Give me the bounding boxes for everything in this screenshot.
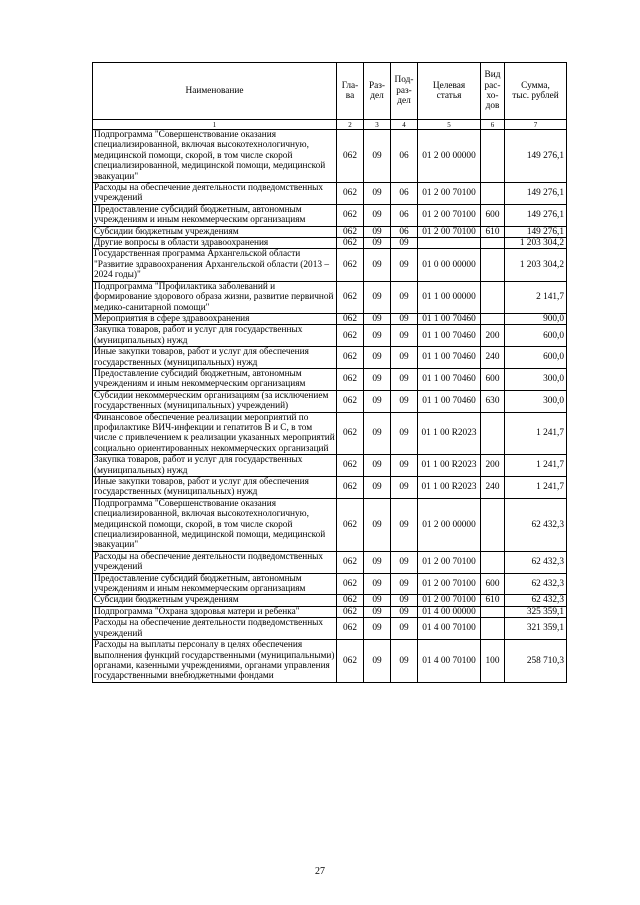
cell-razdel: 09 — [364, 640, 391, 683]
cell-glava: 062 — [337, 249, 364, 281]
cell-name: Расходы на выплаты персоналу в целях обеспечения выполнения функций государственными (муниципальными) органами, казенными учреждениями, органами управления государственными внебюджетными фондами — [93, 640, 337, 683]
cell-sum: 62 432,3 — [505, 595, 567, 606]
cell-glava: 062 — [337, 204, 364, 226]
cell-sum: 2 141,7 — [505, 281, 567, 313]
cell-sum: 62 432,3 — [505, 573, 567, 595]
cell-podrazdel: 06 — [391, 130, 418, 183]
cell-vid — [481, 606, 505, 617]
cell-target: 01 2 00 70100 — [418, 226, 481, 237]
header-target — [418, 63, 481, 120]
cell-target — [418, 238, 481, 249]
table-row — [93, 573, 567, 595]
header-vid-label: Вид рас- хо- дов — [484, 70, 501, 112]
cell-glava: 062 — [337, 226, 364, 237]
cell-sum: 1 241,7 — [505, 477, 567, 499]
column-number: 3 — [364, 120, 391, 130]
cell-sum: 321 359,1 — [505, 618, 567, 640]
cell-razdel: 09 — [364, 238, 391, 249]
column-number: 1 — [93, 120, 337, 130]
cell-sum: 600,0 — [505, 347, 567, 369]
cell-glava: 062 — [337, 183, 364, 205]
cell-glava: 062 — [337, 130, 364, 183]
cell-target: 01 1 00 70460 — [418, 347, 481, 369]
header-name-label: Наименование — [185, 85, 244, 96]
cell-vid: 240 — [481, 347, 505, 369]
table-row — [93, 347, 567, 369]
header-razdel — [364, 63, 391, 120]
cell-sum: 300,0 — [505, 368, 567, 390]
cell-name: Закупка товаров, работ и услуг для государственных (муниципальных) нужд — [93, 455, 337, 477]
cell-glava: 062 — [337, 595, 364, 606]
cell-podrazdel: 09 — [391, 249, 418, 281]
cell-podrazdel: 09 — [391, 368, 418, 390]
cell-name: Предоставление субсидий бюджетным, автономным учреждениям и иным некоммерческим организациям — [93, 573, 337, 595]
cell-glava: 062 — [337, 551, 364, 573]
table-row — [93, 595, 567, 606]
header-glava-label: Гла- ва — [341, 80, 359, 101]
cell-razdel: 09 — [364, 477, 391, 499]
cell-razdel: 09 — [364, 595, 391, 606]
cell-glava: 062 — [337, 606, 364, 617]
cell-name: Мероприятия в сфере здравоохранения — [93, 313, 337, 324]
cell-podrazdel: 06 — [391, 226, 418, 237]
cell-vid — [481, 412, 505, 455]
cell-vid — [481, 281, 505, 313]
cell-podrazdel: 09 — [391, 390, 418, 412]
budget-table — [92, 62, 567, 683]
cell-podrazdel: 09 — [391, 618, 418, 640]
cell-vid: 600 — [481, 573, 505, 595]
cell-name: Подпрограмма "Совершенствование оказания специализированной, включая высокотехнологичную, медицинской помощи, скорой, в том числе скорой специализированной, медицинской помощи, медицинской эвакуации" — [93, 130, 337, 183]
cell-name: Расходы на обеспечение деятельности подведомственных учреждений — [93, 551, 337, 573]
header-podrazdel-label: Под- раз- дел — [394, 75, 414, 107]
table-row — [93, 238, 567, 249]
cell-target: 01 1 00 70460 — [418, 325, 481, 347]
table-row — [93, 618, 567, 640]
cell-target: 01 2 00 70100 — [418, 595, 481, 606]
header-name — [93, 63, 337, 120]
cell-podrazdel: 09 — [391, 595, 418, 606]
table-row — [93, 477, 567, 499]
column-number: 5 — [418, 120, 481, 130]
cell-podrazdel: 06 — [391, 183, 418, 205]
column-number: 7 — [505, 120, 567, 130]
cell-razdel: 09 — [364, 249, 391, 281]
cell-podrazdel: 09 — [391, 551, 418, 573]
cell-name: Расходы на обеспечение деятельности подведомственных учреждений — [93, 183, 337, 205]
cell-sum: 325 359,1 — [505, 606, 567, 617]
table-row — [93, 640, 567, 683]
cell-razdel: 09 — [364, 455, 391, 477]
cell-podrazdel: 09 — [391, 573, 418, 595]
cell-name: Подпрограмма "Совершенствование оказания специализированной, включая высокотехнологичную, медицинской помощи, скорой, в том числе скорой специализированной, медицинской помощи, медицинской эвакуации" — [93, 498, 337, 551]
cell-target: 01 1 00 70460 — [418, 368, 481, 390]
table-row — [93, 412, 567, 455]
cell-vid — [481, 551, 505, 573]
table-row — [93, 606, 567, 617]
table-row — [93, 204, 567, 226]
cell-vid: 610 — [481, 226, 505, 237]
cell-sum: 1 203 304,2 — [505, 249, 567, 281]
cell-vid — [481, 130, 505, 183]
cell-glava: 062 — [337, 390, 364, 412]
cell-razdel: 09 — [364, 606, 391, 617]
cell-name: Закупка товаров, работ и услуг для государственных (муниципальных) нужд — [93, 325, 337, 347]
header-vid — [481, 63, 505, 120]
table-row — [93, 368, 567, 390]
cell-razdel: 09 — [364, 226, 391, 237]
cell-podrazdel: 09 — [391, 325, 418, 347]
cell-name: Предоставление субсидий бюджетным, автономным учреждениям и иным некоммерческим организациям — [93, 368, 337, 390]
cell-vid — [481, 498, 505, 551]
table-body — [93, 130, 567, 683]
cell-sum: 149 276,1 — [505, 204, 567, 226]
cell-razdel: 09 — [364, 573, 391, 595]
cell-target: 01 1 00 R2023 — [418, 455, 481, 477]
cell-vid — [481, 313, 505, 324]
cell-glava: 062 — [337, 347, 364, 369]
cell-sum: 258 710,3 — [505, 640, 567, 683]
cell-target: 01 2 00 70100 — [418, 551, 481, 573]
cell-podrazdel: 06 — [391, 204, 418, 226]
cell-podrazdel: 09 — [391, 498, 418, 551]
column-number: 4 — [391, 120, 418, 130]
cell-sum: 1 241,7 — [505, 455, 567, 477]
cell-sum: 62 432,3 — [505, 551, 567, 573]
cell-razdel: 09 — [364, 281, 391, 313]
cell-glava: 062 — [337, 455, 364, 477]
cell-target: 01 1 00 70460 — [418, 390, 481, 412]
cell-name: Расходы на обеспечение деятельности подведомственных учреждений — [93, 618, 337, 640]
header-sum-label: Сумма, тыс. рублей — [512, 80, 559, 101]
page-number: 27 — [315, 866, 325, 877]
cell-target: 01 1 00 00000 — [418, 281, 481, 313]
cell-sum: 149 276,1 — [505, 130, 567, 183]
cell-sum: 149 276,1 — [505, 183, 567, 205]
cell-name: Иные закупки товаров, работ и услуг для обеспечения государственных (муниципальных) нужд — [93, 347, 337, 369]
cell-glava: 062 — [337, 498, 364, 551]
cell-glava: 062 — [337, 412, 364, 455]
table-row — [93, 226, 567, 237]
cell-sum: 900,0 — [505, 313, 567, 324]
cell-razdel: 09 — [364, 183, 391, 205]
table-row — [93, 325, 567, 347]
cell-razdel: 09 — [364, 325, 391, 347]
cell-vid — [481, 249, 505, 281]
cell-sum: 1 241,7 — [505, 412, 567, 455]
cell-target: 01 2 00 00000 — [418, 498, 481, 551]
cell-glava: 062 — [337, 313, 364, 324]
header-podrazdel — [391, 63, 418, 120]
cell-name: Другие вопросы в области здравоохранения — [93, 238, 337, 249]
cell-podrazdel: 09 — [391, 606, 418, 617]
header-target-label: Целевая статья — [432, 80, 466, 101]
cell-podrazdel: 09 — [391, 640, 418, 683]
cell-vid — [481, 618, 505, 640]
cell-name: Подпрограмма "Охрана здоровья матери и ребенка" — [93, 606, 337, 617]
cell-target: 01 2 00 70100 — [418, 204, 481, 226]
table-row — [93, 281, 567, 313]
cell-target: 01 1 00 R2023 — [418, 477, 481, 499]
cell-podrazdel: 09 — [391, 347, 418, 369]
cell-target: 01 1 00 70460 — [418, 313, 481, 324]
column-number: 6 — [481, 120, 505, 130]
cell-vid: 100 — [481, 640, 505, 683]
cell-target: 01 4 00 00000 — [418, 606, 481, 617]
table-row — [93, 249, 567, 281]
cell-podrazdel: 09 — [391, 455, 418, 477]
table-row — [93, 390, 567, 412]
cell-target: 01 2 00 70100 — [418, 183, 481, 205]
header-row — [93, 63, 567, 120]
cell-name: Предоставление субсидий бюджетным, автономным учреждениям и иным некоммерческим организациям — [93, 204, 337, 226]
cell-razdel: 09 — [364, 412, 391, 455]
column-number: 2 — [337, 120, 364, 130]
table-row — [93, 455, 567, 477]
cell-podrazdel: 09 — [391, 412, 418, 455]
cell-razdel: 09 — [364, 368, 391, 390]
cell-glava: 062 — [337, 238, 364, 249]
cell-glava: 062 — [337, 325, 364, 347]
table-row — [93, 130, 567, 183]
cell-name: Субсидии некоммерческим организациям (за исключением государственных (муниципальных) учреждений) — [93, 390, 337, 412]
cell-razdel: 09 — [364, 551, 391, 573]
cell-target: 01 2 00 00000 — [418, 130, 481, 183]
table-row — [93, 551, 567, 573]
cell-razdel: 09 — [364, 498, 391, 551]
cell-podrazdel: 09 — [391, 281, 418, 313]
table-row — [93, 498, 567, 551]
cell-target: 01 0 00 00000 — [418, 249, 481, 281]
cell-target: 01 4 00 70100 — [418, 618, 481, 640]
cell-razdel: 09 — [364, 313, 391, 324]
cell-sum: 149 276,1 — [505, 226, 567, 237]
cell-razdel: 09 — [364, 130, 391, 183]
header-sum — [505, 63, 567, 120]
cell-vid: 600 — [481, 204, 505, 226]
cell-vid: 200 — [481, 325, 505, 347]
cell-name: Подпрограмма "Профилактика заболеваний и формирование здорового образа жизни, развитие первичной медико-санитарной помощи" — [93, 281, 337, 313]
cell-vid: 630 — [481, 390, 505, 412]
cell-razdel: 09 — [364, 204, 391, 226]
cell-podrazdel: 09 — [391, 313, 418, 324]
cell-sum: 300,0 — [505, 390, 567, 412]
column-number-row — [93, 120, 567, 130]
cell-target: 01 1 00 R2023 — [418, 412, 481, 455]
header-glava — [337, 63, 364, 120]
cell-podrazdel: 09 — [391, 238, 418, 249]
header-razdel-label: Раз- дел — [368, 80, 386, 101]
cell-vid: 600 — [481, 368, 505, 390]
cell-target: 01 4 00 70100 — [418, 640, 481, 683]
cell-glava: 062 — [337, 618, 364, 640]
cell-target: 01 2 00 70100 — [418, 573, 481, 595]
cell-name: Субсидии бюджетным учреждениям — [93, 226, 337, 237]
cell-razdel: 09 — [364, 390, 391, 412]
cell-vid: 200 — [481, 455, 505, 477]
cell-name: Государственная программа Архангельской области "Развитие здравоохранения Архангельской области (2013 – 2024 годы)" — [93, 249, 337, 281]
budget-table-container — [92, 62, 566, 683]
cell-razdel: 09 — [364, 347, 391, 369]
cell-vid — [481, 238, 505, 249]
cell-vid — [481, 183, 505, 205]
cell-name: Финансовое обеспечение реализации мероприятий по профилактике ВИЧ-инфекции и гепатитов B и C, в том числе с привлечением к реализации указанных мероприятий социально ориентированных некоммерческих организаций — [94, 412, 335, 454]
cell-vid: 240 — [481, 477, 505, 499]
cell-glava: 062 — [337, 368, 364, 390]
table-row — [93, 183, 567, 205]
cell-sum: 1 203 304,2 — [505, 238, 567, 249]
cell-razdel: 09 — [364, 618, 391, 640]
cell-vid: 610 — [481, 595, 505, 606]
cell-sum: 600,0 — [505, 325, 567, 347]
cell-glava: 062 — [337, 640, 364, 683]
table-row — [93, 313, 567, 324]
cell-glava: 062 — [337, 573, 364, 595]
cell-name: Субсидии бюджетным учреждениям — [93, 595, 337, 606]
cell-name: Иные закупки товаров, работ и услуг для обеспечения государственных (муниципальных) нужд — [93, 477, 337, 499]
cell-glava: 062 — [337, 281, 364, 313]
cell-podrazdel: 09 — [391, 477, 418, 499]
cell-sum: 62 432,3 — [505, 498, 567, 551]
cell-glava: 062 — [337, 477, 364, 499]
